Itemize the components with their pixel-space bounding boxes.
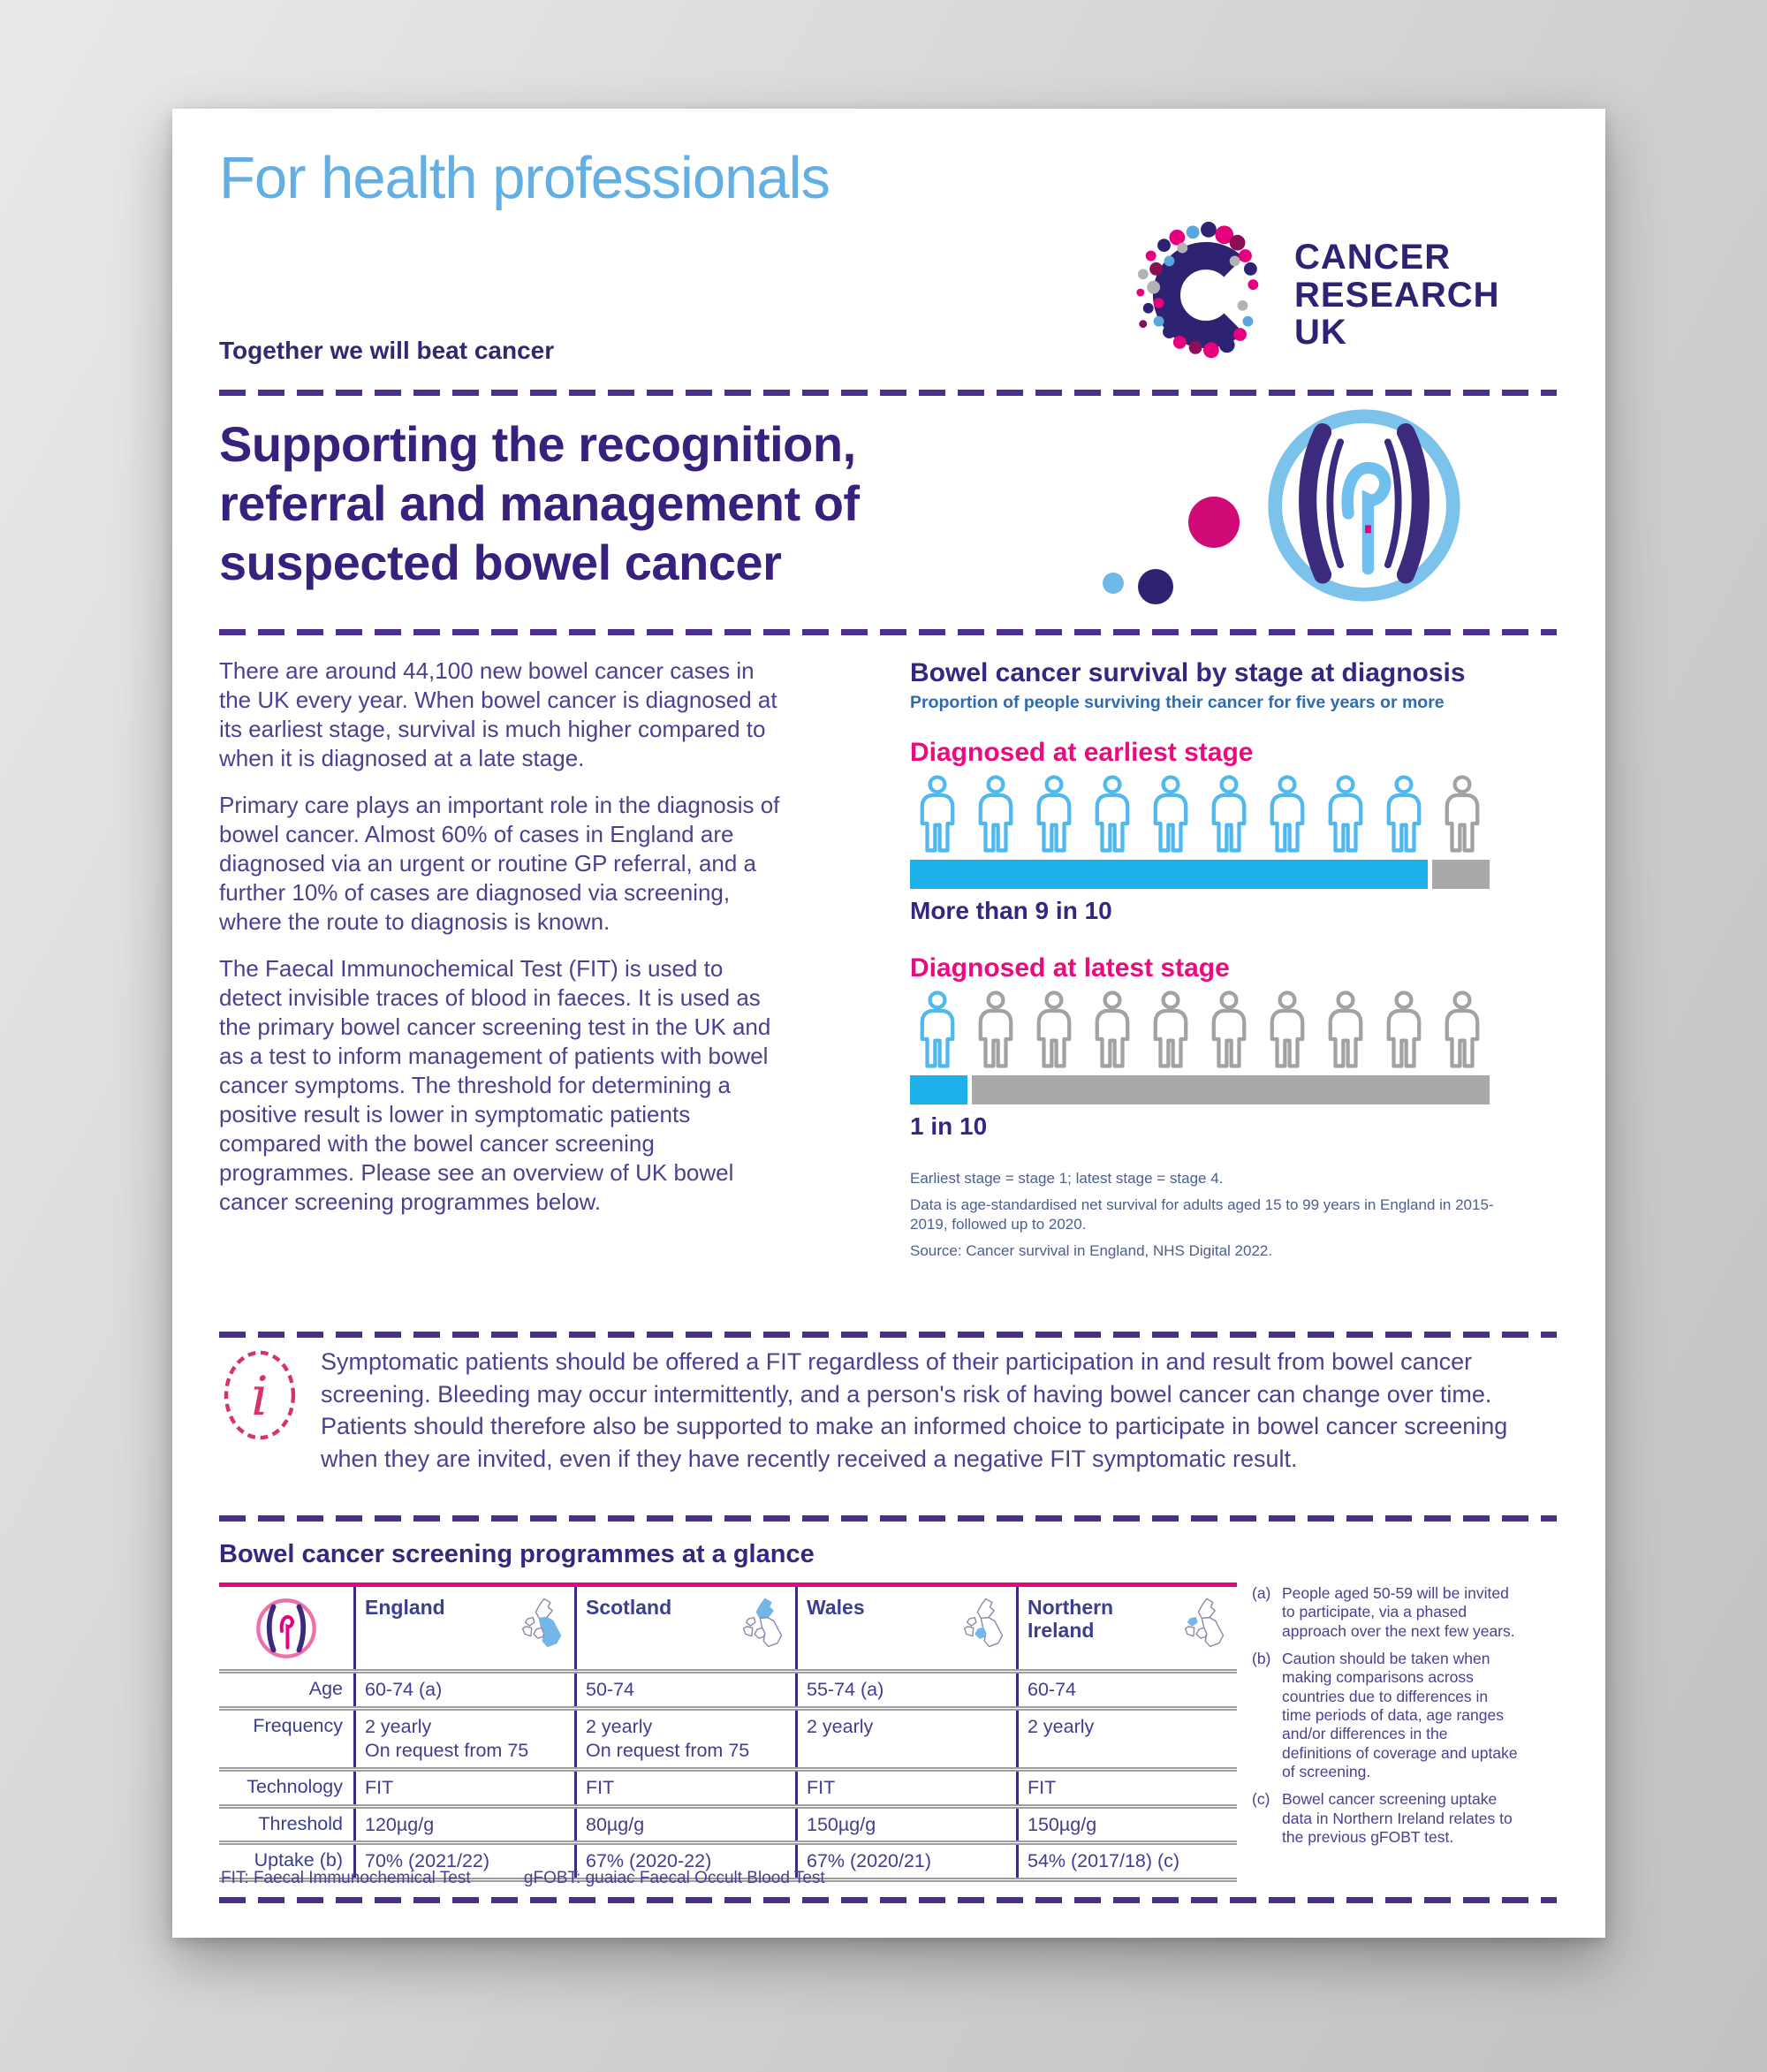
column-label: Scotland <box>586 1596 672 1619</box>
table-cell: FIT <box>574 1772 795 1804</box>
decorative-dot-purple <box>1138 569 1173 604</box>
value-label: More than 9 in 10 <box>910 897 1112 924</box>
person-icon <box>968 990 1023 1072</box>
intro-paragraph: Primary care plays an important role in the diagnosis of bowel cancer. Almost 60% of cases in England are diagnosed via an urgent or routine GP referral, and a further 10% of cases are diagnosed via screening, where the route to diagnosis is known. <box>219 792 780 936</box>
table-cell: FIT <box>795 1772 1016 1804</box>
person-icon <box>968 775 1023 856</box>
person-icon <box>1260 990 1315 1072</box>
bowel-screening-icon-cell <box>219 1587 353 1669</box>
table-cell: 150µg/g <box>795 1809 1016 1841</box>
table-cell: 67% (2020-22) <box>574 1845 795 1878</box>
chart-notes <box>910 1169 1564 1261</box>
uk-map-icon-england <box>521 1596 565 1656</box>
value-label: 1 in 10 <box>910 1112 988 1140</box>
column-header-wales <box>795 1587 1016 1669</box>
person-icon <box>1318 990 1373 1072</box>
uk-map-icon-ni <box>1184 1596 1228 1656</box>
screening-table <box>219 1582 1237 1882</box>
logo-line-3: UK <box>1294 313 1347 353</box>
column-header-england <box>353 1587 574 1669</box>
chart-stage <box>910 738 1564 925</box>
person-icon <box>910 775 965 856</box>
logo-line-2: RESEARCH <box>1294 275 1500 315</box>
uk-map-icon-scotland <box>742 1596 786 1656</box>
chart-rows <box>910 738 1564 1141</box>
row-label: Threshold <box>258 1812 343 1834</box>
abbreviation-fit: FIT: Faecal Immunochemical Test <box>221 1869 471 1887</box>
person-icon <box>1376 775 1431 856</box>
pictogram-figures <box>910 775 1490 856</box>
table-cell: 67% (2020/21) <box>795 1845 1016 1878</box>
title-line-2: referral and management of <box>219 475 860 532</box>
footnote <box>1252 1650 1519 1781</box>
title-line-3: suspected bowel cancer <box>219 535 782 591</box>
row-label: Age <box>308 1678 343 1699</box>
table-cell: 2 yearly <box>1016 1711 1237 1767</box>
person-icon <box>1260 775 1315 856</box>
table-cell: 150µg/g <box>1016 1809 1237 1841</box>
divider-dashed <box>219 1332 1557 1338</box>
table-footnotes <box>1252 1584 1519 1856</box>
person-icon <box>1435 990 1490 1072</box>
chart-subtitle: Proportion of people surviving their cancer for five years or more <box>910 693 1445 712</box>
person-icon <box>1143 990 1198 1072</box>
tagline: Together we will beat cancer <box>219 337 555 364</box>
chart-note: Source: Cancer survival in England, NHS Digital 2022. <box>910 1242 1273 1260</box>
person-icon <box>1376 990 1431 1072</box>
table-cell: 70% (2021/22) <box>353 1845 574 1878</box>
stage-label: Diagnosed at latest stage <box>910 953 1230 983</box>
survival-chart <box>910 658 1564 1268</box>
table-cell: 120µg/g <box>353 1809 574 1841</box>
table-row <box>219 1669 1237 1706</box>
audience-heading: For health professionals <box>219 145 830 211</box>
column-header-scotland <box>574 1587 795 1669</box>
table-cell: 54% (2017/18) (c) <box>1016 1845 1237 1878</box>
divider-dashed <box>219 1897 1557 1903</box>
divider-dashed <box>219 629 1557 635</box>
footnote <box>1252 1584 1519 1641</box>
pictogram-bar <box>910 860 1490 889</box>
person-icon <box>1027 775 1081 856</box>
intro-paragraph: There are around 44,100 new bowel cancer cases in the UK every year. When bowel cancer is diagnosed at its earliest stage, survival is much higher compared to when it is diagnosed at a late stage. <box>219 657 777 772</box>
pictogram-figures <box>910 990 1490 1072</box>
person-icon <box>1202 775 1256 856</box>
person-icon <box>1085 990 1140 1072</box>
uk-map-icon-wales <box>963 1596 1007 1656</box>
table-cell: 60-74 (a) <box>353 1674 574 1706</box>
svg-text:i: i <box>251 1364 269 1428</box>
pictogram-bar <box>910 1075 1490 1104</box>
person-icon <box>1318 775 1373 856</box>
row-label: Uptake (b) <box>254 1849 343 1871</box>
bar-highlight-segment <box>910 1075 967 1104</box>
table-cell: 2 yearly On request from 75 <box>574 1711 795 1767</box>
footnote-marker: (a) <box>1252 1584 1271 1602</box>
column-label: Wales <box>807 1596 865 1619</box>
table-row <box>219 1767 1237 1804</box>
column-label: Northern Ireland <box>1028 1596 1114 1643</box>
table-row <box>219 1804 1237 1841</box>
footnote-text: Bowel cancer screening uptake data in Northern Ireland relates to the previous gFOBT test. <box>1282 1790 1513 1847</box>
chart-note: Earliest stage = stage 1; latest stage = stage 4. <box>910 1170 1224 1187</box>
column-label: England <box>365 1596 445 1619</box>
footnote <box>1252 1790 1519 1847</box>
chart-note: Data is age-standardised net survival for adults aged 15 to 99 years in England in 2015-2019, followed up to 2020. <box>910 1196 1494 1233</box>
table-title: Bowel cancer screening programmes at a glance <box>219 1540 815 1568</box>
intro-paragraphs <box>219 657 792 1234</box>
stage-label: Diagnosed at earliest stage <box>910 738 1254 767</box>
cruk-logo-text <box>1294 239 1499 351</box>
footnote-marker: (b) <box>1252 1650 1271 1668</box>
person-icon <box>1435 775 1490 856</box>
abbreviations <box>221 1869 874 1888</box>
bowel-circle-icon <box>1265 406 1463 604</box>
row-label: Technology <box>246 1775 343 1797</box>
abbreviation-gfobt: gFOBT: guaiac Faecal Occult Blood Test <box>523 1869 825 1887</box>
row-label: Frequency <box>253 1714 343 1736</box>
decorative-dot-blue <box>1103 573 1124 594</box>
divider-dashed <box>219 390 1557 396</box>
bowel-screening-icon <box>254 1597 318 1660</box>
intro-paragraph: The Faecal Immunochemical Test (FIT) is used to detect invisible traces of blood in faeces. It is used as the primary bowel cancer screening test in the UK and as a test to inform management of patients with bowel cancer symptoms. The threshold for determining a positive result is lower in symptomatic patients compared with the bowel cancer screening programmes. Please see an overview of UK bowel cancer screening programmes below. <box>219 955 771 1216</box>
person-icon <box>1202 990 1256 1072</box>
chart-stage <box>910 953 1564 1141</box>
person-icon <box>1143 775 1198 856</box>
footnote-marker: (c) <box>1252 1790 1270 1809</box>
cruk-logo <box>1125 216 1499 374</box>
table-header-row <box>219 1582 1237 1669</box>
table-cell: 80µg/g <box>574 1809 795 1841</box>
decorative-dot-magenta <box>1188 497 1240 548</box>
person-icon <box>910 990 965 1072</box>
document-title <box>219 414 926 593</box>
footnote-text: People aged 50-59 will be invited to participate, via a phased approach over the next few years. <box>1282 1584 1515 1640</box>
person-icon <box>1027 990 1081 1072</box>
table-cell: 2 yearly <box>795 1711 1016 1767</box>
footnote-text: Caution should be taken when making comparisons across countries due to differences in time periods of data, age ranges and/or differences in the definitions of coverage and uptake of screening. <box>1282 1650 1518 1781</box>
table-cell: FIT <box>353 1772 574 1804</box>
person-icon <box>1085 775 1140 856</box>
table-row <box>219 1706 1237 1767</box>
bar-muted-segment <box>1432 860 1490 889</box>
bar-muted-segment <box>972 1075 1490 1104</box>
callout-text: Symptomatic patients should be offered a FIT regardless of their participation in and result from bowel cancer screening. Bleeding may occur intermittently, and a person's risk of having bowel cancer can change over time. Patients should therefore also be supported to make an informed choice to participate in bowel cancer screening when they are invited, even if they have recently received a negative FIT symptomatic result. <box>321 1348 1508 1473</box>
table-cell: 50-74 <box>574 1674 795 1706</box>
table-cell: 2 yearly On request from 75 <box>353 1711 574 1767</box>
info-icon <box>221 1347 299 1443</box>
logo-line-1: CANCER <box>1294 238 1452 277</box>
table-cell: FIT <box>1016 1772 1237 1804</box>
chart-title: Bowel cancer survival by stage at diagnosis <box>910 658 1466 687</box>
table-cell: 55-74 (a) <box>795 1674 1016 1706</box>
cruk-c-icon <box>1125 216 1282 374</box>
bar-highlight-segment <box>910 860 1428 889</box>
column-header-ni <box>1016 1587 1237 1669</box>
document-page <box>172 109 1605 1938</box>
divider-dashed <box>219 1515 1557 1522</box>
table-cell: 60-74 <box>1016 1674 1237 1706</box>
title-line-1: Supporting the recognition, <box>219 416 856 472</box>
